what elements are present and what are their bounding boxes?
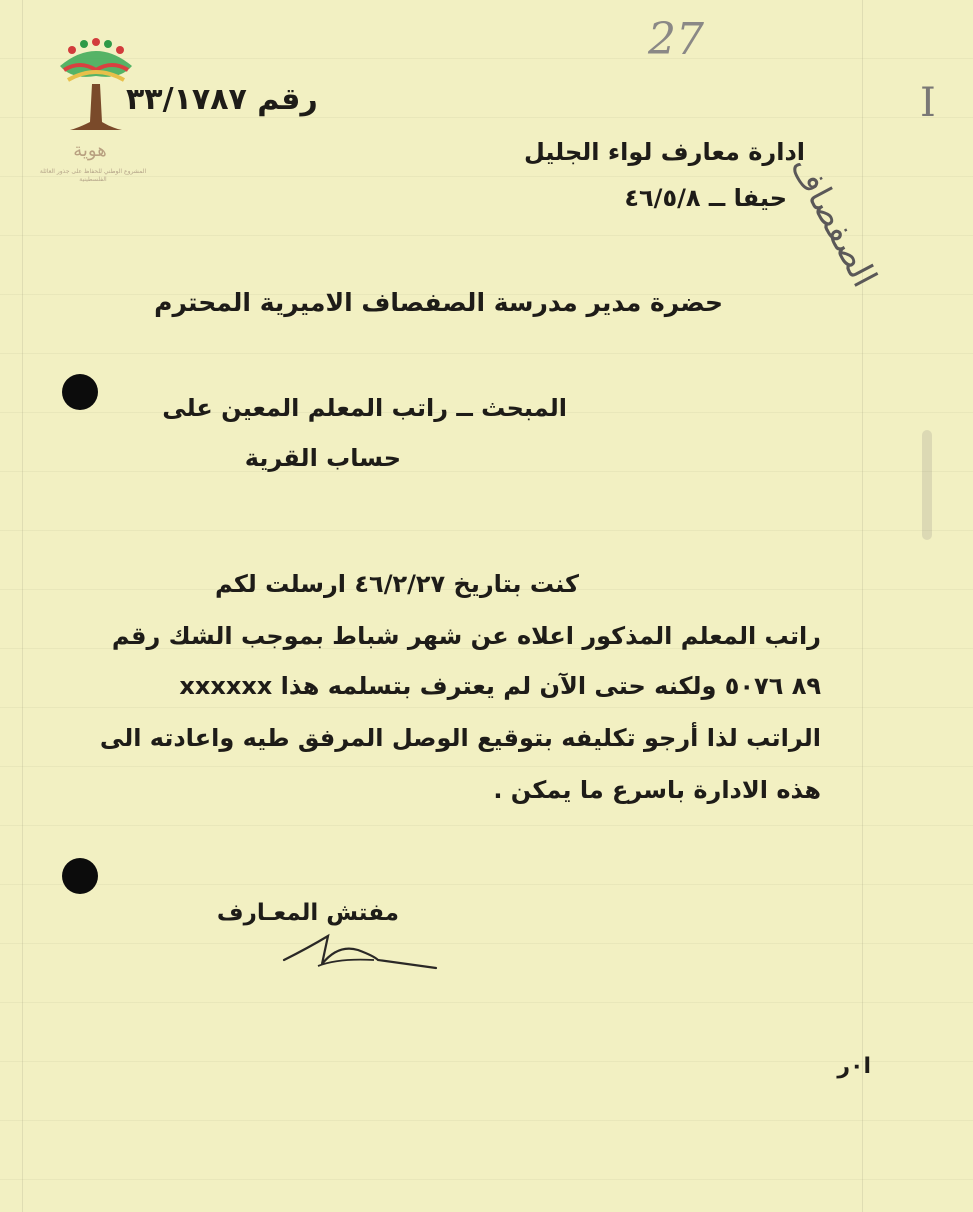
- footer-initials: ا٠ر: [837, 1054, 871, 1079]
- body-line: هذه الادارة باسرع ما يمكن .: [493, 776, 821, 804]
- sender-line: ادارة معارف لواء الجليل: [523, 138, 805, 166]
- logo-word: هوية: [73, 140, 107, 161]
- signature-icon: [278, 930, 448, 980]
- margin-line: [862, 0, 863, 1212]
- signatory-title: مفتش المعـارف: [216, 900, 399, 926]
- handwritten-page-number: 27: [648, 14, 704, 65]
- body-line: راتب المعلم المذكور اعلاه عن شهر شباط بموجب الشك رقم: [111, 622, 821, 650]
- body-line: الراتب لذا أرجو تكليفه بتوقيع الوصل المرفق طيه واعادته الى: [99, 724, 821, 752]
- body-line: xxxxxx ٨٩ ٥٠٧٦ ولكنه حتى الآن لم يعترف بتسلمه هذا: [179, 672, 821, 700]
- logo-caption: المشروع الوطني للحفاظ على جذور العائلة الفلسطينية: [39, 168, 147, 183]
- reference-number: رقم ٣٣/١٧٨٧: [126, 82, 318, 117]
- handwritten-side-note: الصفصاف: [782, 150, 885, 294]
- punch-hole: [62, 858, 98, 894]
- subject-line-continued: حساب القرية: [244, 444, 401, 472]
- place-date: حيفا ــ ٤٦/٥/٨: [624, 184, 787, 212]
- body-line: كنت بتاريخ ٤٦/٢/٢٧ ارسلت لكم: [215, 570, 579, 598]
- addressee-line: حضرة مدير مدرسة الصفصاف الاميرية المحترم: [154, 288, 723, 317]
- pencil-mark: [922, 430, 932, 540]
- punch-hole: [62, 374, 98, 410]
- subject-line: المبحث ــ راتب المعلم المعين على: [162, 394, 567, 422]
- margin-line: [22, 0, 23, 1212]
- handwritten-mark: I: [920, 80, 936, 126]
